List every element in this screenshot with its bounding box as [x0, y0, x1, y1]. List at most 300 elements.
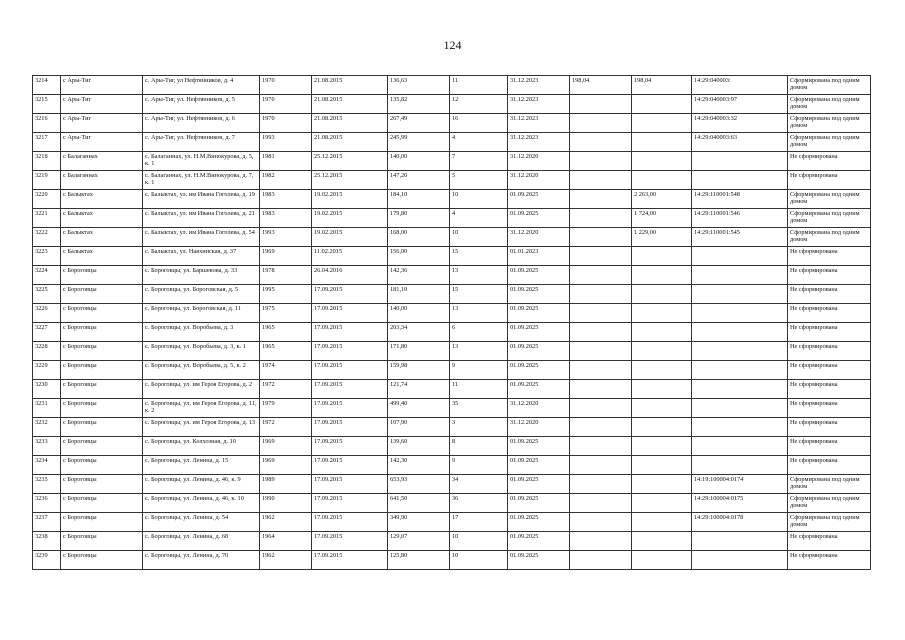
row-number-cell: 3236	[33, 494, 61, 513]
status-cell: Сформирована под одним домом	[788, 228, 871, 247]
area-cell: 135,82	[388, 95, 450, 114]
settlement-cell: с Бороговцы	[61, 285, 143, 304]
deadline-cell: 01.09.2025	[508, 475, 570, 494]
cadastral-number-cell	[692, 361, 788, 380]
address-cell: с. Балаганнах, ул. Н.М.Винокурова, д. 5, к. 1	[143, 152, 260, 171]
settlement-cell: с Ары-Тиг	[61, 76, 143, 95]
area-cell: 125,80	[388, 551, 450, 570]
status-cell: Не сформирована	[788, 532, 871, 551]
area-cell: 129,07	[388, 532, 450, 551]
area-cell: 245,99	[388, 133, 450, 152]
deadline-cell: 01.09.2025	[508, 266, 570, 285]
residents-cell: 36	[450, 494, 508, 513]
value-b-cell: 1 229,00	[632, 228, 692, 247]
date-cell: 21.08.2015	[312, 133, 388, 152]
status-cell: Не сформирована	[788, 323, 871, 342]
status-cell: Не сформирована	[788, 437, 871, 456]
settlement-cell: с Балаганнах	[61, 171, 143, 190]
settlement-cell: с Бороговцы	[61, 323, 143, 342]
residents-cell: 15	[450, 285, 508, 304]
residents-cell: 16	[450, 114, 508, 133]
status-cell: Сформирована под одним домом	[788, 114, 871, 133]
table-row	[33, 418, 871, 437]
value-b-cell	[632, 494, 692, 513]
build-year-cell: 1970	[260, 76, 312, 95]
residents-cell: 7	[450, 152, 508, 171]
cadastral-number-cell: 14:29:040003:	[692, 76, 788, 95]
deadline-cell: 31.12.2023	[508, 133, 570, 152]
table-row	[33, 323, 871, 342]
value-b-cell: 198,04	[632, 76, 692, 95]
table-row	[33, 95, 871, 114]
area-cell: 184,10	[388, 190, 450, 209]
area-cell: 171,80	[388, 342, 450, 361]
settlement-cell: с Бороговцы	[61, 399, 143, 418]
deadline-cell: 01.09.2025	[508, 361, 570, 380]
build-year-cell: 1974	[260, 361, 312, 380]
value-a-cell	[570, 380, 632, 399]
row-number-cell: 3233	[33, 437, 61, 456]
address-cell: с. Бороговцы, ул. Воробьева, д. 3	[143, 323, 260, 342]
table-row	[33, 190, 871, 209]
cadastral-number-cell: 14:29:040003:32	[692, 114, 788, 133]
table-row	[33, 513, 871, 532]
value-b-cell	[632, 266, 692, 285]
area-cell: 159,98	[388, 361, 450, 380]
row-number-cell: 3220	[33, 190, 61, 209]
date-cell: 17.09.2015	[312, 437, 388, 456]
deadline-cell: 01.09.2025	[508, 380, 570, 399]
value-a-cell	[570, 437, 632, 456]
row-number-cell: 3237	[33, 513, 61, 532]
row-number-cell: 3230	[33, 380, 61, 399]
row-number-cell: 3214	[33, 76, 61, 95]
area-cell: 147,20	[388, 171, 450, 190]
value-a-cell	[570, 361, 632, 380]
table-row	[33, 133, 871, 152]
table-row	[33, 399, 871, 418]
date-cell: 21.08.2015	[312, 95, 388, 114]
address-cell: с. Бороговцы, ул. Баршевова, д. 33	[143, 266, 260, 285]
address-cell: с. Бороговцы, ул. Бороговская, д. 11	[143, 304, 260, 323]
settlement-cell: с Балыктах	[61, 209, 143, 228]
status-cell: Не сформирована	[788, 342, 871, 361]
deadline-cell: 01.09.2025	[508, 209, 570, 228]
cadastral-number-cell	[692, 437, 788, 456]
table-row	[33, 266, 871, 285]
build-year-cell: 1990	[260, 494, 312, 513]
deadline-cell: 31.12.2023	[508, 76, 570, 95]
value-a-cell	[570, 209, 632, 228]
date-cell: 21.08.2015	[312, 114, 388, 133]
deadline-cell: 31.12.2020	[508, 152, 570, 171]
status-cell: Не сформирована	[788, 266, 871, 285]
date-cell: 19.02.2015	[312, 228, 388, 247]
row-number-cell: 3224	[33, 266, 61, 285]
row-number-cell: 3223	[33, 247, 61, 266]
date-cell: 19.02.2015	[312, 209, 388, 228]
settlement-cell: с Бороговцы	[61, 380, 143, 399]
value-b-cell	[632, 437, 692, 456]
row-number-cell: 3215	[33, 95, 61, 114]
value-a-cell	[570, 551, 632, 570]
value-a-cell	[570, 285, 632, 304]
area-cell: 203,34	[388, 323, 450, 342]
residents-cell: 13	[450, 304, 508, 323]
status-cell: Сформирована под одним домом	[788, 475, 871, 494]
address-cell: с. Бороговцы, ул. Воробьева, д. 5, к. 2	[143, 361, 260, 380]
table-row	[33, 437, 871, 456]
deadline-cell: 01.09.2025	[508, 437, 570, 456]
settlement-cell: с Бороговцы	[61, 266, 143, 285]
settlement-cell: с Балаганнах	[61, 152, 143, 171]
residents-cell: 10	[450, 551, 508, 570]
status-cell: Сформирована под одним домом	[788, 133, 871, 152]
area-cell: 179,80	[388, 209, 450, 228]
housing-registry-table	[32, 75, 871, 570]
cadastral-number-cell: 14:19:100004:0174	[692, 475, 788, 494]
residents-cell: 8	[450, 437, 508, 456]
settlement-cell: с Бороговцы	[61, 437, 143, 456]
table-row	[33, 304, 871, 323]
value-a-cell	[570, 190, 632, 209]
residents-cell: 15	[450, 247, 508, 266]
residents-cell: 6	[450, 323, 508, 342]
date-cell: 26.04.2016	[312, 266, 388, 285]
residents-cell: 9	[450, 456, 508, 475]
cadastral-number-cell	[692, 380, 788, 399]
table-row	[33, 247, 871, 266]
value-a-cell	[570, 342, 632, 361]
address-cell: с. Бороговцы, ул. им Героя Егорова, д. 2	[143, 380, 260, 399]
build-year-cell: 1993	[260, 133, 312, 152]
row-number-cell: 3232	[33, 418, 61, 437]
value-b-cell: 1 724,00	[632, 209, 692, 228]
row-number-cell: 3231	[33, 399, 61, 418]
value-a-cell: 198,04	[570, 76, 632, 95]
table-row	[33, 76, 871, 95]
value-a-cell	[570, 171, 632, 190]
value-b-cell	[632, 152, 692, 171]
settlement-cell: с Бороговцы	[61, 456, 143, 475]
value-b-cell	[632, 304, 692, 323]
cadastral-number-cell: 14:29:110001:546	[692, 209, 788, 228]
cadastral-number-cell	[692, 171, 788, 190]
build-year-cell: 1975	[260, 304, 312, 323]
build-year-cell: 1993	[260, 228, 312, 247]
date-cell: 25.12.2015	[312, 171, 388, 190]
table-row	[33, 228, 871, 247]
status-cell: Сформирована под одним домом	[788, 513, 871, 532]
settlement-cell: с Балыктах	[61, 247, 143, 266]
settlement-cell: с Бороговцы	[61, 475, 143, 494]
value-b-cell	[632, 532, 692, 551]
residents-cell: 5	[450, 171, 508, 190]
date-cell: 17.09.2015	[312, 418, 388, 437]
date-cell: 17.09.2015	[312, 304, 388, 323]
settlement-cell: с Балыктах	[61, 190, 143, 209]
build-year-cell: 1978	[260, 266, 312, 285]
value-a-cell	[570, 399, 632, 418]
status-cell: Не сформирована	[788, 152, 871, 171]
area-cell: 142,36	[388, 266, 450, 285]
build-year-cell: 1962	[260, 513, 312, 532]
value-a-cell	[570, 494, 632, 513]
status-cell: Не сформирована	[788, 399, 871, 418]
settlement-cell: с Бороговцы	[61, 304, 143, 323]
residents-cell: 34	[450, 475, 508, 494]
deadline-cell: 31.12.2020	[508, 228, 570, 247]
date-cell: 17.09.2015	[312, 399, 388, 418]
settlement-cell: с Ары-Тиг	[61, 114, 143, 133]
cadastral-number-cell	[692, 418, 788, 437]
residents-cell: 4	[450, 133, 508, 152]
cadastral-number-cell: 14:29:100004:0178	[692, 513, 788, 532]
value-b-cell	[632, 380, 692, 399]
address-cell: с. Бороговцы, ул. Колхозная, д. 10	[143, 437, 260, 456]
deadline-cell: 01.09.2025	[508, 285, 570, 304]
deadline-cell: 01.09.2025	[508, 494, 570, 513]
cadastral-number-cell	[692, 456, 788, 475]
table-row	[33, 475, 871, 494]
address-cell: с. Бороговцы, ул. Бороговская, д. 5	[143, 285, 260, 304]
status-cell: Сформирована под одним домом	[788, 209, 871, 228]
date-cell: 17.09.2015	[312, 551, 388, 570]
table-row	[33, 532, 871, 551]
residents-cell: 4	[450, 209, 508, 228]
build-year-cell: 1989	[260, 475, 312, 494]
area-cell: 499,40	[388, 399, 450, 418]
cadastral-number-cell	[692, 342, 788, 361]
address-cell: с. Ары-Тиг, ул. Нефтянников, д. 5	[143, 95, 260, 114]
cadastral-number-cell	[692, 532, 788, 551]
table-body	[33, 76, 871, 570]
deadline-cell: 01.09.2025	[508, 551, 570, 570]
value-b-cell	[632, 418, 692, 437]
build-year-cell: 1969	[260, 437, 312, 456]
date-cell: 17.09.2015	[312, 532, 388, 551]
value-a-cell	[570, 475, 632, 494]
value-b-cell	[632, 95, 692, 114]
build-year-cell: 1970	[260, 114, 312, 133]
table-row	[33, 152, 871, 171]
cadastral-number-cell	[692, 399, 788, 418]
table-row	[33, 209, 871, 228]
value-b-cell	[632, 114, 692, 133]
address-cell: с. Бороговцы, ул. Ленина, д. 46, к. 9	[143, 475, 260, 494]
settlement-cell: с Бороговцы	[61, 494, 143, 513]
build-year-cell: 1979	[260, 399, 312, 418]
address-cell: с. Балыктах, ул. им Ивана Гоголева, д. 54	[143, 228, 260, 247]
area-cell: 156,00	[388, 247, 450, 266]
area-cell: 267,49	[388, 114, 450, 133]
address-cell: с. Ары-Тиг, ул. Нефтянников, д. 7	[143, 133, 260, 152]
build-year-cell: 1983	[260, 190, 312, 209]
build-year-cell: 1972	[260, 380, 312, 399]
deadline-cell: 01.09.2025	[508, 456, 570, 475]
address-cell: с. Бороговцы, ул. им Героя Егорова, д. 11, к. 2	[143, 399, 260, 418]
area-cell: 107,90	[388, 418, 450, 437]
page-number: 124	[443, 38, 462, 52]
value-b-cell	[632, 171, 692, 190]
status-cell: Не сформирована	[788, 247, 871, 266]
table-row	[33, 114, 871, 133]
value-b-cell: 2 263,00	[632, 190, 692, 209]
status-cell: Сформирована под одним домом	[788, 190, 871, 209]
status-cell: Сформирована под одним домом	[788, 95, 871, 114]
residents-cell: 9	[450, 361, 508, 380]
address-cell: с. Ары-Тиг, ул Нефтянников, д. 4	[143, 76, 260, 95]
residents-cell: 35	[450, 399, 508, 418]
build-year-cell: 1981	[260, 152, 312, 171]
settlement-cell: с Бороговцы	[61, 361, 143, 380]
deadline-cell: 31.12.2023	[508, 114, 570, 133]
value-a-cell	[570, 114, 632, 133]
status-cell: Не сформирована	[788, 361, 871, 380]
value-a-cell	[570, 152, 632, 171]
residents-cell: 13	[450, 342, 508, 361]
address-cell: с. Бороговцы, ул. Ленина, д. 70	[143, 551, 260, 570]
date-cell: 17.09.2015	[312, 513, 388, 532]
settlement-cell: с Бороговцы	[61, 532, 143, 551]
cadastral-number-cell	[692, 247, 788, 266]
deadline-cell: 01.09.2025	[508, 342, 570, 361]
build-year-cell: 1982	[260, 171, 312, 190]
cadastral-number-cell	[692, 551, 788, 570]
value-a-cell	[570, 95, 632, 114]
status-cell: Не сформирована	[788, 285, 871, 304]
settlement-cell: с Ары-Тиг	[61, 95, 143, 114]
value-a-cell	[570, 456, 632, 475]
area-cell: 140,00	[388, 304, 450, 323]
area-cell: 641,50	[388, 494, 450, 513]
date-cell: 25.12.2015	[312, 152, 388, 171]
row-number-cell: 3219	[33, 171, 61, 190]
date-cell: 17.09.2015	[312, 323, 388, 342]
cadastral-number-cell	[692, 266, 788, 285]
build-year-cell: 1964	[260, 532, 312, 551]
cadastral-number-cell: 14:29:040003:97	[692, 95, 788, 114]
settlement-cell: с Балыктах	[61, 228, 143, 247]
row-number-cell: 3239	[33, 551, 61, 570]
cadastral-number-cell: 14:29:110001:545	[692, 228, 788, 247]
value-b-cell	[632, 399, 692, 418]
area-cell: 168,00	[388, 228, 450, 247]
deadline-cell: 01.09.2025	[508, 304, 570, 323]
status-cell: Не сформирована	[788, 418, 871, 437]
settlement-cell: с Бороговцы	[61, 513, 143, 532]
table-row	[33, 285, 871, 304]
residents-cell: 11	[450, 380, 508, 399]
residents-cell: 3	[450, 418, 508, 437]
deadline-cell: 01.09.2025	[508, 513, 570, 532]
residents-cell: 17	[450, 513, 508, 532]
area-cell: 139,60	[388, 437, 450, 456]
value-b-cell	[632, 323, 692, 342]
value-a-cell	[570, 304, 632, 323]
address-cell: с. Бороговцы, ул. Воробьева, д. 3, к. 1	[143, 342, 260, 361]
cadastral-number-cell: 14:29:040003:63	[692, 133, 788, 152]
area-cell: 140,00	[388, 152, 450, 171]
deadline-cell: 31.12.2023	[508, 95, 570, 114]
value-b-cell	[632, 133, 692, 152]
settlement-cell: с Бороговцы	[61, 342, 143, 361]
status-cell: Сформирована под одним домом	[788, 494, 871, 513]
cadastral-number-cell	[692, 152, 788, 171]
date-cell: 17.09.2015	[312, 342, 388, 361]
deadline-cell: 31.12.2020	[508, 418, 570, 437]
table-row	[33, 171, 871, 190]
value-a-cell	[570, 513, 632, 532]
build-year-cell: 1995	[260, 285, 312, 304]
address-cell: с. Балыктах, ул. им Ивана Гоголева, д. 19	[143, 190, 260, 209]
residents-cell: 11	[450, 76, 508, 95]
row-number-cell: 3227	[33, 323, 61, 342]
value-b-cell	[632, 513, 692, 532]
status-cell: Не сформирована	[788, 551, 871, 570]
row-number-cell: 3217	[33, 133, 61, 152]
date-cell: 17.09.2015	[312, 285, 388, 304]
value-b-cell	[632, 551, 692, 570]
build-year-cell: 1962	[260, 551, 312, 570]
date-cell: 21.08.2015	[312, 76, 388, 95]
settlement-cell: с Бороговцы	[61, 418, 143, 437]
deadline-cell: 31.12.2020	[508, 171, 570, 190]
row-number-cell: 3229	[33, 361, 61, 380]
value-b-cell	[632, 456, 692, 475]
address-cell: с. Бороговцы, ул. Ленина, д. 68	[143, 532, 260, 551]
address-cell: с. Балыктах, ул. им Ивана Гоголева, д. 21	[143, 209, 260, 228]
row-number-cell: 3216	[33, 114, 61, 133]
value-a-cell	[570, 323, 632, 342]
deadline-cell: 01.09.2025	[508, 532, 570, 551]
status-cell: Не сформирована	[788, 456, 871, 475]
build-year-cell: 1965	[260, 323, 312, 342]
build-year-cell: 1972	[260, 418, 312, 437]
value-a-cell	[570, 247, 632, 266]
row-number-cell: 3222	[33, 228, 61, 247]
settlement-cell: с Ары-Тиг	[61, 133, 143, 152]
address-cell: с. Балыктах, ул. Наяхинская, д. 37	[143, 247, 260, 266]
date-cell: 17.09.2015	[312, 456, 388, 475]
date-cell: 17.09.2015	[312, 494, 388, 513]
area-cell: 142,30	[388, 456, 450, 475]
value-a-cell	[570, 133, 632, 152]
residents-cell: 13	[450, 266, 508, 285]
deadline-cell: 01.09.2025	[508, 323, 570, 342]
status-cell: Не сформирована	[788, 171, 871, 190]
value-a-cell	[570, 266, 632, 285]
area-cell: 653,93	[388, 475, 450, 494]
build-year-cell: 1983	[260, 209, 312, 228]
cadastral-number-cell	[692, 285, 788, 304]
value-b-cell	[632, 475, 692, 494]
build-year-cell: 1969	[260, 456, 312, 475]
address-cell: с. Бороговцы, ул. Ленина, д. 54	[143, 513, 260, 532]
row-number-cell: 3235	[33, 475, 61, 494]
date-cell: 17.09.2015	[312, 475, 388, 494]
address-cell: с. Балаганнах, ул. Н.М.Винокурова, д. 7, к. 1	[143, 171, 260, 190]
cadastral-number-cell: 14:29:100004:0175	[692, 494, 788, 513]
value-a-cell	[570, 532, 632, 551]
value-a-cell	[570, 228, 632, 247]
row-number-cell: 3238	[33, 532, 61, 551]
table-row	[33, 494, 871, 513]
value-b-cell	[632, 361, 692, 380]
table-row	[33, 380, 871, 399]
status-cell: Не сформирована	[788, 380, 871, 399]
row-number-cell: 3234	[33, 456, 61, 475]
